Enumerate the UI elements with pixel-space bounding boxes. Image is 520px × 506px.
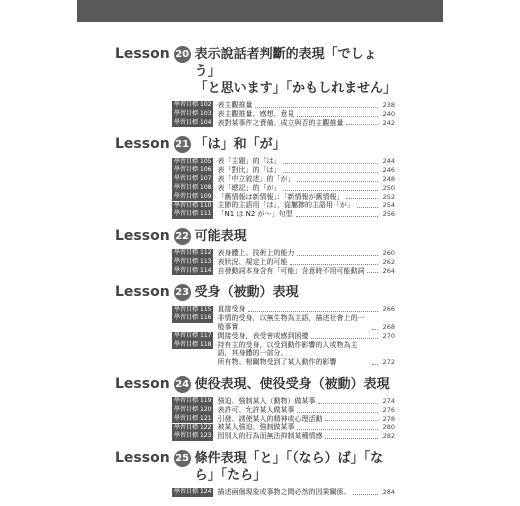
goal-row[interactable]	[172, 488, 395, 497]
goal-list	[172, 101, 395, 127]
goal-tag-prefix: 學習目標	[174, 175, 199, 183]
goal-row[interactable]	[172, 101, 395, 110]
goal-tag-prefix: 學習目標	[174, 249, 199, 257]
page-number: 278	[382, 414, 395, 423]
goal-tag-prefix: 學習目標	[174, 423, 199, 431]
goal-body	[217, 110, 395, 119]
goal-row[interactable]	[172, 432, 395, 441]
goal-tag-number: 119	[200, 397, 212, 405]
goal-tag-number: 122	[200, 423, 212, 431]
lesson-section	[115, 376, 395, 441]
goal-tag-number: 107	[200, 175, 212, 183]
goal-tag-prefix: 學習目標	[174, 210, 199, 218]
goal-list	[172, 305, 395, 367]
goal-body	[217, 314, 395, 332]
goal-tag	[172, 332, 213, 341]
leader-dots	[325, 438, 378, 439]
goal-tag-number: 115	[200, 305, 212, 313]
goal-tag-number: 117	[200, 331, 212, 339]
goal-row[interactable]	[172, 406, 395, 415]
goal-tag-prefix: 學習目標	[174, 109, 199, 117]
goal-tag-number: 124	[200, 488, 212, 496]
goal-tag-prefix: 學習目標	[174, 166, 199, 174]
goal-list	[172, 157, 395, 219]
lesson-section	[115, 46, 395, 127]
lesson-heading[interactable]	[115, 228, 395, 245]
lesson-title: 受身（被動）表現	[194, 285, 299, 301]
goal-body	[217, 101, 395, 110]
leader-dots	[353, 494, 378, 495]
leader-dots	[283, 163, 378, 164]
goal-tag-prefix: 學習目標	[174, 432, 199, 440]
leader-dots	[346, 124, 378, 125]
goal-row[interactable]	[172, 258, 395, 267]
leader-dots	[297, 116, 378, 117]
goal-row[interactable]	[172, 397, 395, 406]
goal-tag-prefix: 學習目標	[174, 118, 199, 126]
goal-text: 表主觀推量、感想、意見	[217, 109, 295, 118]
goal-body	[217, 305, 395, 314]
goal-tag-prefix: 學習目標	[174, 397, 199, 405]
goal-text: 「舊情報は新情報」：「新情報が舊情報」	[217, 192, 344, 201]
leader-dots	[311, 338, 378, 339]
goal-body	[217, 258, 395, 267]
goal-body	[217, 423, 395, 432]
goal-body	[217, 415, 395, 424]
goal-tag-prefix: 學習目標	[174, 414, 199, 422]
goal-tag-prefix: 學習目標	[174, 340, 199, 348]
leader-dots	[296, 216, 378, 217]
goal-tag-number: 123	[200, 432, 212, 440]
page-number: 248	[382, 174, 395, 183]
page-number: 262	[382, 257, 395, 266]
goal-tag-number: 113	[200, 257, 212, 265]
goal-body	[217, 201, 395, 210]
leader-dots	[297, 429, 378, 430]
leader-dots	[318, 403, 378, 404]
page-number: 280	[382, 423, 395, 432]
page-number: 238	[382, 101, 395, 109]
page-number: 250	[382, 183, 395, 192]
lesson-heading[interactable]	[115, 46, 395, 97]
goal-tag-number: 116	[200, 314, 212, 322]
goal-tag-number: 110	[200, 201, 212, 209]
goal-tag	[172, 306, 213, 315]
goal-body	[217, 157, 395, 166]
leader-dots	[290, 264, 378, 265]
lesson-section	[115, 450, 395, 497]
goal-body	[217, 119, 395, 128]
goal-tag	[172, 119, 213, 128]
goal-body	[217, 406, 395, 415]
goal-text: 間接受身，表受害或感到困擾	[217, 331, 309, 340]
goal-tag-number: 104	[200, 118, 212, 126]
leader-dots	[283, 172, 378, 173]
goal-row[interactable]	[172, 341, 395, 367]
goal-tag	[172, 432, 213, 441]
lesson-title: 可能表現	[194, 228, 247, 244]
goal-text: 自發動詞本身含有「可能」含意時不用可能動詞	[217, 266, 365, 275]
goal-tag	[172, 210, 213, 219]
goal-row[interactable]	[172, 314, 395, 332]
page-number: 266	[382, 305, 395, 314]
leader-dots	[248, 311, 378, 312]
goal-tag-number: 109	[200, 192, 212, 200]
goal-body	[217, 341, 395, 367]
lesson-word-label: Lesson	[115, 375, 170, 392]
goal-body	[217, 432, 395, 441]
lesson-heading[interactable]	[115, 284, 395, 301]
goal-body	[217, 210, 395, 219]
goal-tag-number: 105	[200, 157, 212, 165]
goal-tag	[172, 158, 213, 167]
goal-tag	[172, 267, 213, 276]
goal-tag	[172, 406, 213, 415]
leader-dots	[372, 329, 378, 330]
leader-dots	[325, 420, 378, 421]
goal-text: 強迫、強制某人（動物）做某事	[217, 396, 316, 405]
goal-tag-number: 106	[200, 166, 212, 174]
lesson-number-badge: 24	[174, 376, 191, 393]
page-number: 240	[382, 109, 395, 118]
goal-tag	[172, 249, 213, 258]
goal-row[interactable]	[172, 210, 395, 219]
goal-text: 表「中立敘述」的「が」	[217, 174, 295, 183]
lesson-section	[115, 136, 395, 219]
page-number: 264	[382, 266, 395, 275]
goal-tag	[172, 101, 213, 110]
leader-dots	[297, 181, 378, 182]
goal-tag-prefix: 學習目標	[174, 257, 199, 265]
goal-text: 「N1 は N2 が～」句型	[217, 210, 293, 219]
header-bar	[77, 0, 443, 22]
goal-tag-prefix: 學習目標	[174, 266, 199, 274]
lesson-section	[115, 228, 395, 275]
goal-tag	[172, 415, 213, 424]
leader-dots	[357, 207, 378, 208]
goal-text: 表「總記」的「が」	[217, 183, 281, 192]
goal-text: 直接受身	[217, 305, 246, 314]
lesson-number-badge: 25	[174, 450, 191, 467]
goal-tag-prefix: 學習目標	[174, 314, 199, 322]
goal-tag-number: 114	[200, 266, 212, 274]
goal-row[interactable]	[172, 119, 395, 128]
goal-tag	[172, 397, 213, 406]
goal-row[interactable]	[172, 249, 395, 258]
goal-body	[217, 332, 395, 341]
page-number: 282	[382, 432, 395, 441]
goal-row[interactable]	[172, 166, 395, 175]
lesson-heading[interactable]	[115, 136, 395, 153]
goal-text: 表身體上、技術上的能力	[217, 248, 295, 257]
goal-text: 表對某事件之責備、成立與否的主觀推量	[217, 118, 344, 127]
goal-tag-prefix: 學習目標	[174, 331, 199, 339]
goal-row[interactable]	[172, 415, 395, 424]
goal-row[interactable]	[172, 175, 395, 184]
table-of-contents	[115, 46, 395, 506]
leader-dots	[297, 255, 378, 256]
goal-text: 表主觀推量	[217, 101, 253, 109]
goal-tag	[172, 184, 213, 193]
goal-tag-number: 120	[200, 405, 212, 413]
page-number: 270	[382, 331, 395, 340]
goal-body	[217, 397, 395, 406]
leader-dots	[255, 107, 378, 108]
goal-row[interactable]	[172, 332, 395, 341]
goal-list	[172, 249, 395, 275]
page-number: 252	[382, 192, 395, 201]
goal-tag-prefix: 學習目標	[174, 157, 199, 165]
page-number: 268	[382, 322, 395, 331]
goal-text: 被某人強迫、強制做某事	[217, 423, 295, 432]
lesson-title: 表示說話者判斷的表現「でしょう」 「と思います」「かもしれません」	[194, 47, 397, 96]
goal-tag	[172, 258, 213, 267]
goal-tag-prefix: 學習目標	[174, 405, 199, 413]
lesson-heading[interactable]	[115, 450, 395, 484]
goal-tag-prefix: 學習目標	[174, 101, 199, 109]
goal-text: 主節的主語用「は」，從屬節的主語用「が」	[217, 201, 354, 210]
goal-tag-number: 108	[200, 183, 212, 191]
goal-row[interactable]	[172, 305, 395, 314]
page-number: 246	[382, 166, 395, 175]
leader-dots	[283, 190, 378, 191]
leader-dots	[297, 412, 378, 413]
lesson-title: 「は」和「が」	[194, 137, 286, 153]
goal-row[interactable]	[172, 184, 395, 193]
leader-dots	[346, 198, 378, 199]
page-number: 272	[382, 358, 395, 367]
goal-text: 表「主題」的「は」	[217, 157, 281, 166]
goal-tag	[172, 202, 213, 211]
lesson-title: 使役表現、使役受身（被動）表現	[194, 376, 390, 392]
goal-tag	[172, 175, 213, 184]
goal-text: 表狀況、規定上的可能	[217, 257, 288, 266]
lesson-number-badge: 22	[174, 228, 191, 245]
goal-tag-number: 111	[200, 210, 212, 218]
goal-text: 引發、誘使某人的精神或心理活動	[217, 414, 323, 423]
lesson-heading[interactable]	[115, 376, 395, 393]
goal-body	[217, 166, 395, 175]
goal-tag	[172, 424, 213, 433]
goal-text: 因別人的行為而無法抑制某種情感	[217, 432, 323, 441]
goal-list	[172, 397, 395, 441]
goal-text: 表「對比」的「は」	[217, 166, 281, 175]
goal-tag	[172, 193, 213, 202]
page-number: 276	[382, 405, 395, 414]
goal-text: 非情的受身，以無生物為主語，描述社會上的一般事實	[217, 314, 365, 331]
page-number: 274	[382, 396, 395, 405]
page-number: 284	[382, 487, 395, 496]
lesson-word-label: Lesson	[115, 227, 170, 244]
lesson-number-badge: 20	[174, 46, 191, 63]
goal-tag	[172, 488, 213, 497]
goal-tag	[172, 166, 213, 175]
goal-body	[217, 184, 395, 193]
lesson-word-label: Lesson	[115, 46, 170, 62]
goal-tag-prefix: 學習目標	[174, 305, 199, 313]
goal-tag-number: 121	[200, 414, 212, 422]
goal-row[interactable]	[172, 267, 395, 276]
goal-tag-prefix: 學習目標	[174, 183, 199, 191]
goal-row[interactable]	[172, 110, 395, 119]
page-number: 260	[382, 248, 395, 257]
lesson-number-badge: 21	[174, 136, 191, 153]
goal-list	[172, 488, 395, 497]
goal-tag-prefix: 學習目標	[174, 192, 199, 200]
goal-body	[217, 488, 395, 497]
goal-tag-number: 103	[200, 109, 212, 117]
goal-text: 表許可、允許某人做某事	[217, 405, 295, 414]
lesson-number-badge: 23	[174, 284, 191, 301]
goal-row[interactable]	[172, 423, 395, 432]
goal-tag	[172, 341, 213, 350]
goal-text: 持有主的受身，以受到動作影響的人或物為主語，其身體的一部分、 所有物、相關物受到了某人動作的影響	[217, 340, 358, 367]
leader-dots	[367, 272, 378, 273]
goal-tag	[172, 314, 213, 323]
goal-tag-prefix: 學習目標	[174, 201, 199, 209]
goal-row[interactable]	[172, 157, 395, 166]
lesson-word-label: Lesson	[115, 136, 170, 153]
page-number: 256	[382, 210, 395, 219]
page-number: 254	[382, 201, 395, 210]
page-number: 244	[382, 157, 395, 166]
lesson-word-label: Lesson	[115, 449, 170, 466]
goal-body	[217, 249, 395, 258]
lesson-section	[115, 284, 395, 367]
goal-tag	[172, 110, 213, 119]
goal-text: 描述兩個現象或事物之間必然的因果關係。	[217, 487, 351, 496]
goal-body	[217, 267, 395, 276]
goal-tag-number: 112	[200, 249, 212, 257]
goal-body	[217, 175, 395, 184]
leader-dots	[372, 364, 378, 365]
lesson-word-label: Lesson	[115, 284, 170, 301]
goal-tag-prefix: 學習目標	[174, 488, 199, 496]
goal-row[interactable]	[172, 201, 395, 210]
page-number: 242	[382, 118, 395, 127]
lesson-title: 條件表現「と」「（なら）ば」「なら」「たら」	[194, 450, 384, 483]
goal-tag-number: 102	[200, 101, 212, 109]
goal-tag-number: 118	[200, 340, 212, 348]
